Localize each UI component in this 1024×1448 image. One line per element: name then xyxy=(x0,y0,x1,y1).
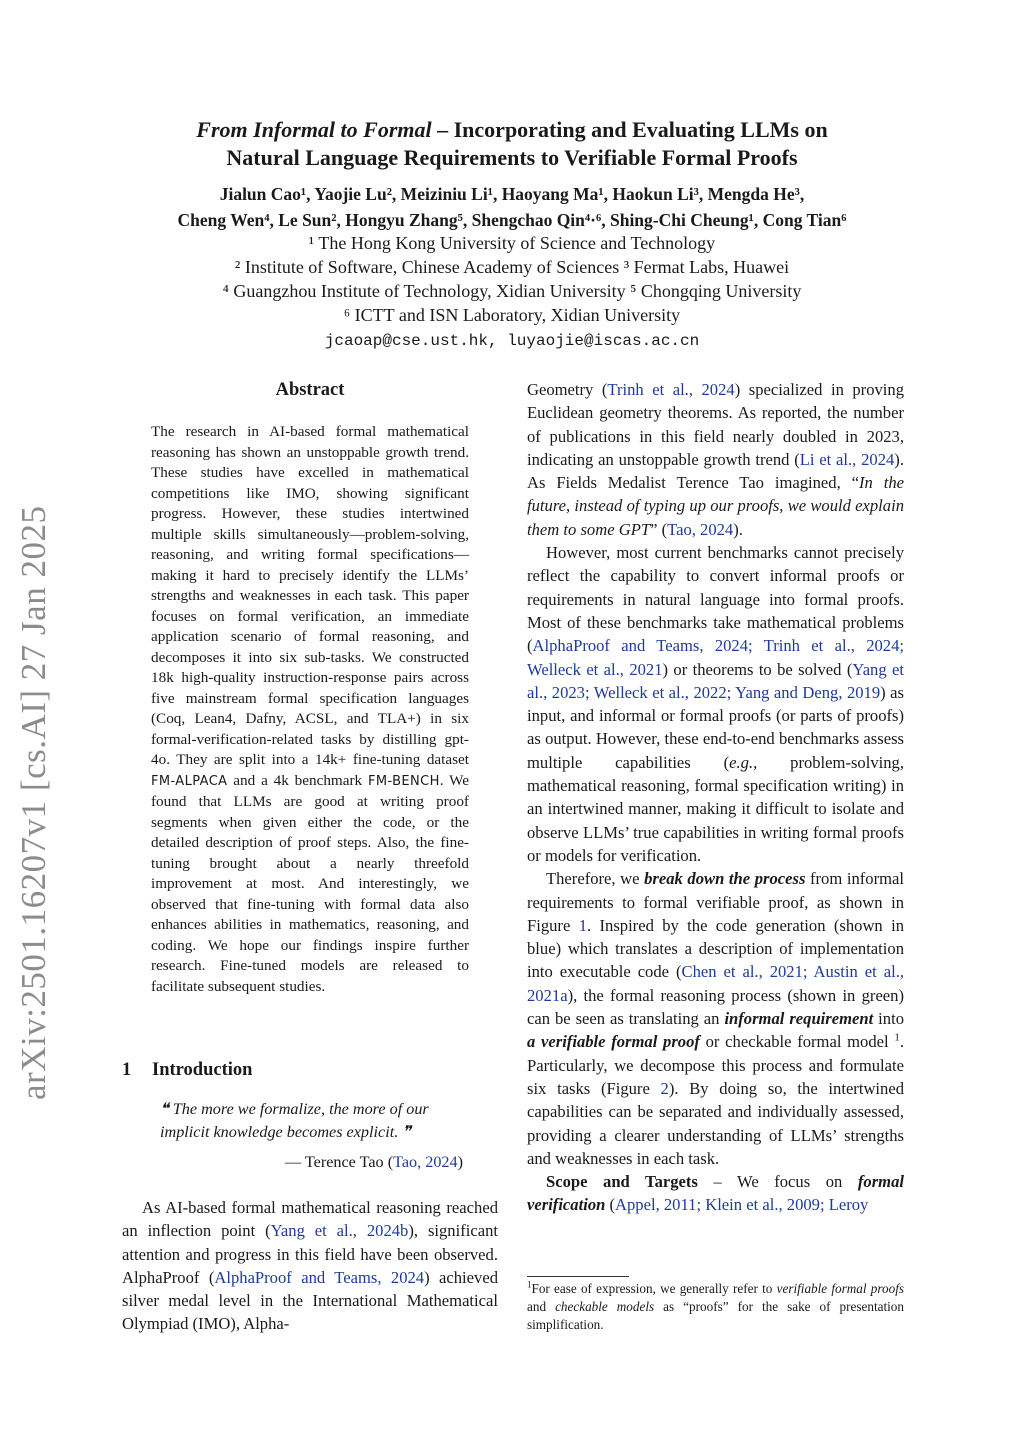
authors-line-1: Jialun Cao¹, Yaojie Lu², Meiziniu Li¹, Haoyang Ma¹, Haokun Li³, Mengda He³, xyxy=(219,184,805,204)
citation-link[interactable]: Chen et al., 2021; Austin et al., 2021a xyxy=(527,962,904,1005)
abstract-text-b: and a 4k benchmark xyxy=(227,771,368,789)
citation-link[interactable]: AlphaProof and Teams, 2024 xyxy=(214,1267,425,1287)
text-run: and xyxy=(527,1299,556,1314)
text-run: – We focus on xyxy=(697,1172,858,1192)
paper-title xyxy=(100,116,924,172)
intro-paragraph-left xyxy=(122,1196,498,1336)
tao-quote: In the future, instead of typing up our proofs, we would explain them to some GPT xyxy=(527,473,904,539)
right-paragraph-2 xyxy=(527,541,904,867)
attribution-suffix: ) xyxy=(457,1153,463,1171)
dataset-name: FM-ALPACA xyxy=(151,773,228,789)
affiliation-1: ¹ The Hong Kong University of Science and Technology xyxy=(308,233,716,253)
text-run: ). By doing so, the intertwined capabilities can be separated and individually assessed, providing a clearer understanding of LLMs’ strengths and weaknesses in each task. xyxy=(527,1078,904,1168)
text-run: ) as input, and informal or formal proofs (or parts of proofs) as output. However, these end-to-end benchmarks assess multiple capabilities ( xyxy=(527,682,905,772)
text-run: as “proofs” for the sake of presentation simplification. xyxy=(527,1299,904,1332)
emphasis: a verifiable formal proof xyxy=(527,1032,700,1052)
citation-link[interactable]: AlphaProof and Teams, 2024; Trinh et al., 2024; Welleck et al., 2021 xyxy=(527,636,904,679)
emphasis: formal verification xyxy=(527,1172,904,1215)
text-italic: e.g., xyxy=(729,752,758,772)
title-line2: Natural Language Requirements to Verifiable Formal Proofs xyxy=(226,145,798,170)
text-run: . Particularly, we decompose this process and formulate six tasks (Figure xyxy=(527,1032,904,1098)
emphasis: break down the process xyxy=(644,869,806,889)
footnote-marker[interactable]: 1 xyxy=(894,1031,900,1044)
authors-line-2: Cheng Wen⁴, Le Sun², Hongyu Zhang⁵, Shengchao Qin⁴·⁶, Shing-Chi Cheung¹, Cong Tian⁶ xyxy=(177,210,847,230)
text-run: For ease of expression, we generally refer to xyxy=(531,1281,777,1296)
text-run: ” ( xyxy=(650,519,668,539)
citation-link[interactable]: Yang et al., 2023; Welleck et al., 2022; Yang and Deng, 2019 xyxy=(527,659,905,702)
footnote-divider xyxy=(527,1276,629,1277)
citation-link[interactable]: Trinh et al., 2024 xyxy=(607,380,735,399)
text-run: or checkable formal model xyxy=(699,1032,895,1052)
citation-link[interactable]: Li et al., 2024 xyxy=(799,449,895,469)
text-run: ). xyxy=(733,519,743,539)
arxiv-stamp: arXiv:2501.16207v1 [cs.AI] 27 Jan 2025 xyxy=(14,505,53,1100)
text-run: Geometry ( xyxy=(527,380,608,399)
author-list xyxy=(90,181,934,233)
title-rest: – Incorporating and Evaluating LLMs on xyxy=(431,117,828,142)
affiliation-3: ⁴ Guangzhou Institute of Technology, Xidian University ⁵ Chongqing University xyxy=(222,281,802,301)
emphasis: informal requirement xyxy=(724,1009,874,1029)
author-emails[interactable]: jcaoap@cse.ust.hk, luyaojie@iscas.ac.cn xyxy=(324,332,700,350)
abstract-text-a: The research in AI-based formal mathematical reasoning has shown an unstoppable growth trend. These studies have excelled in mathematical competitions like IMO, showing significant progress. However, these studies intertwined multiple skills simultaneously—problem-solving, reasoning, and writing formal specifications—making it hard to precisely identify the LLMs’ strengths and weaknesses in each task. This paper focuses on formal verification, an immediate application scenario of formal reasoning, and decomposes it into six sub-tasks. We constructed 18k high-quality instruction-response pairs across five mainstream formal specification languages (Coq, Lean4, Dafny, ACSL, and TLA+) in six formal-verification-related tasks by distilling gpt-4o. They are split into a 14k+ fine-tuning dataset xyxy=(151,423,469,768)
text-run: from informal requirements to formal verifiable proof, as shown in Figure xyxy=(527,869,904,935)
text-italic: checkable models xyxy=(555,1299,655,1314)
epigraph-attribution xyxy=(250,1153,463,1172)
paragraph-label: Scope and Targets xyxy=(546,1172,698,1192)
title-italic: From Informal to Formal xyxy=(196,117,432,142)
affiliation-2: ² Institute of Software, Chinese Academy of Sciences ³ Fermat Labs, Huawei xyxy=(234,257,790,277)
benchmark-name: FM-BENCH xyxy=(367,773,440,789)
text-run: ), significant attention and progress in this field have been observed. AlphaProof ( xyxy=(122,1221,498,1287)
section-title: Introduction xyxy=(152,1060,253,1080)
text-run: into xyxy=(873,1009,904,1029)
text-run: However, most current benchmarks cannot precisely reflect the capability to convert informal proofs or requirements in natural language into formal proofs. Most of these benchmarks take mathematical problems ( xyxy=(527,543,904,656)
text-run: Therefore, we xyxy=(546,869,645,889)
text-run: ) or theorems to be solved ( xyxy=(662,659,853,679)
figure-link[interactable]: 1 xyxy=(578,915,587,935)
right-column xyxy=(527,378,904,1217)
text-run: ), the formal reasoning process (shown in green) can be seen as translating an xyxy=(527,985,904,1029)
abstract-heading: Abstract xyxy=(275,380,345,400)
citation-link[interactable]: Tao, 2024 xyxy=(393,1153,458,1171)
text-run: ( xyxy=(605,1195,616,1215)
affiliation-4: ⁶ ICTT and ISN Laboratory, Xidian University xyxy=(343,305,681,325)
text-run: ) achieved silver medal level in the International Mathematical Olympiad (IMO), Alpha- xyxy=(122,1267,498,1334)
figure-link[interactable]: 2 xyxy=(660,1078,669,1098)
abstract-text-c: . We found that LLMs are good at writing proof segments when given either the code, or the detailed description of proof steps. Also, the fine-tuning brought about a nearly threefold improvement at most. And interestingly, we observed that fine-tuning with formal data also enhances abilities in mathematics, reasoning, and coding. We hope our findings inspire further research. Fine-tuned models are released to facilitate subsequent studies. xyxy=(151,771,470,995)
epigraph-quote: ❝ The more we formalize, the more of our implicit knowledge becomes explicit. ❞ xyxy=(160,1100,429,1141)
text-run: ). As Fields Medalist Terence Tao imagined, “ xyxy=(527,449,904,493)
text-italic: verifiable formal proofs xyxy=(776,1281,904,1296)
text-run: problem-solving, mathematical reasoning, formal specification writing) in an intertwined manner, making it difficult to isolate and observe LLMs’ true capabilities in writing formal proofs or models for verification. xyxy=(527,752,904,865)
footnote xyxy=(527,1280,904,1334)
right-paragraph-4 xyxy=(527,1170,904,1217)
right-paragraph-1 xyxy=(527,378,904,541)
text-run: As AI-based formal mathematical reasoning reached an inflection point ( xyxy=(122,1198,498,1241)
text-run: . Inspired by the code generation (shown in blue) which translates a description of implementation into executable code ( xyxy=(527,915,904,982)
citation-link[interactable]: Tao, 2024 xyxy=(667,519,734,539)
citation-link[interactable]: Yang et al., 2024b xyxy=(270,1221,409,1241)
citation-link[interactable]: Appel, 2011; Klein et al., 2009; Leroy xyxy=(615,1195,869,1215)
section-number: 1 xyxy=(122,1060,132,1080)
attribution-prefix: — Terence Tao ( xyxy=(284,1153,394,1171)
section-heading xyxy=(122,1060,252,1081)
footnote-number: 1 xyxy=(527,1279,532,1290)
text-run: ) specialized in proving Euclidean geometry theorems. As reported, the number of publications in this field nearly doubled in 2023, indicating an unstoppable growth trend ( xyxy=(527,380,904,469)
abstract-body xyxy=(151,422,469,997)
right-paragraph-3 xyxy=(527,867,904,1170)
